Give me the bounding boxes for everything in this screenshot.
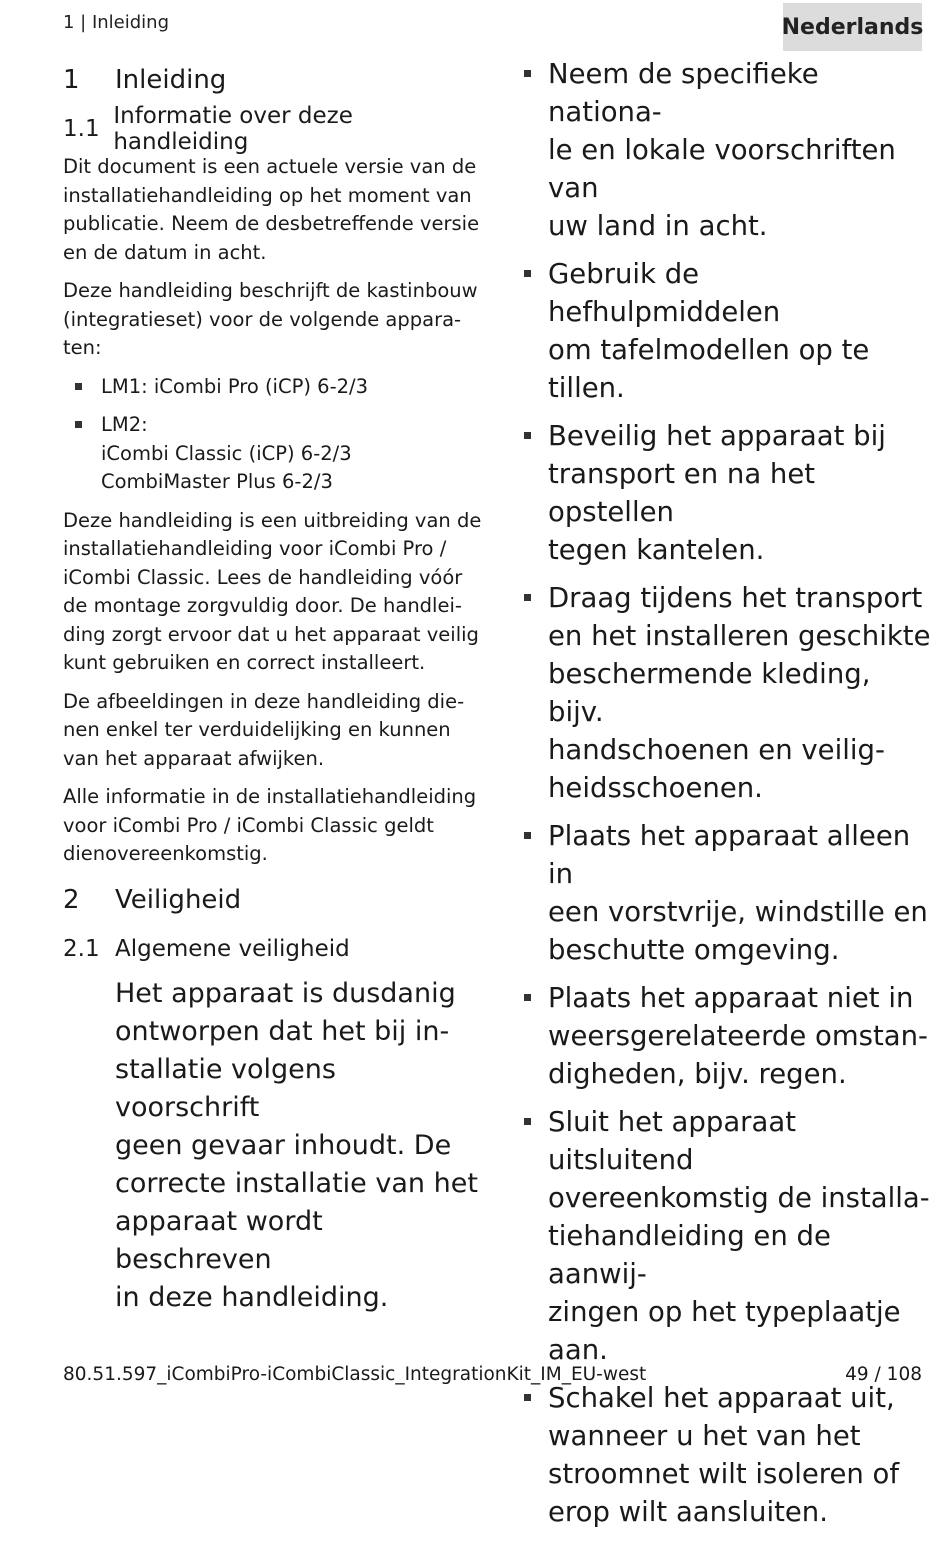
list-item: Schakel het apparaat uit, wanneer u het van het stroomnet wilt isoleren of erop wilt aansluiten. [522,1379,932,1531]
model-list [63,373,483,497]
bullet-icon [522,417,548,569]
list-item: Gebruik de hefhulpmiddelen om tafelmodellen op te tillen. [522,255,932,407]
section-number: 1 [63,65,80,95]
list-item: Beveilig het apparaat bij transport en na het opstellen tegen kantelen. [522,417,932,569]
bullet-icon [522,1103,548,1369]
footer-document-id: 80.51.597_iCombiPro-iCombiClassic_IntegrationKit_IM_EU-west [63,1364,647,1385]
section-heading-1 [63,59,483,101]
list-item: LM1: iCombi Pro (iCP) 6-2/3 [63,373,483,402]
language-tab: Nederlands [783,3,922,51]
safety-instructions-list [522,55,932,1531]
list-item: Plaats het apparaat niet in weersgerelateerde omstan- digheden, bijv. regen. [522,979,932,1093]
section-heading-2 [63,879,483,921]
subsection-number: 2.1 [63,935,100,962]
footer-page-number: 49 / 108 [845,1364,922,1385]
subsection-number: 1.1 [63,116,100,142]
subsection-heading-1-1 [63,103,483,155]
right-column [522,55,932,1541]
bullet-icon [522,55,548,245]
paragraph-document-version: Dit document is een actuele versie van de installatiehandleiding op het moment van publicatie. Neem de desbetreffende versie en de datum in acht. [63,155,480,264]
subsection-title: Algemene veiligheid [115,935,350,962]
list-item: Draag tijdens het transport en het installeren geschikte beschermende kleding, bijv. handschoenen en veilig- heidsschoenen. [522,579,932,807]
paragraph-extension: Deze handleiding is een uitbreiding van de installatiehandleiding voor iCombi Pro / iCombi Classic. Lees de handleiding vóór de montage zorgvuldig door. De handlei- ding zorgt ervoor dat u het apparaat veilig kunt gebruiken en correct installeert. [63,508,482,674]
list-item: Neem de specifieke nationa- le en lokale voorschriften van uw land in acht. [522,55,932,245]
section-number: 2 [63,884,80,915]
bullet-icon [522,1379,548,1531]
running-header: 1 | Inleiding [63,12,170,33]
subsection-title: Informatie over deze handleiding [113,103,353,155]
list-item: Plaats het apparaat alleen in een vorstvrije, windstille en beschutte omgeving. [522,817,932,969]
safety-statement: Het apparaat is dusdanig ontworpen dat het bij in- stallatie volgens voorschrift geen gevaar inhoudt. De correcte installatie van het apparaat wordt beschreven in deze handleiding. [115,977,478,1313]
section-title: Inleiding [115,65,227,95]
bullet-icon [522,979,548,1093]
bullet-icon [522,255,548,407]
paragraph-scope: Deze handleiding beschrijft de kastinbouw (integratieset) voor de volgende appara- ten: [63,279,478,359]
left-column [63,55,483,1317]
bullet-icon [63,373,101,402]
list-item: Sluit het apparaat uitsluitend overeenkomstig de installa- tiehandleiding en de aanwij- zingen op het typeplaatje aan. [522,1103,932,1369]
bullet-icon [522,579,548,807]
subsection-heading-2-1 [63,931,483,967]
bullet-icon [522,817,548,969]
section-title: Veiligheid [115,884,242,915]
paragraph-illustrations: De afbeeldingen in deze handleiding die- nen enkel ter verduidelijking en kunnen van het apparaat afwijken. [63,689,465,770]
bullet-icon [63,411,101,497]
list-item: LM2: iCombi Classic (iCP) 6-2/3 CombiMaster Plus 6-2/3 [63,411,483,497]
paragraph-information: Alle informatie in de installatiehandleiding voor iCombi Pro / iCombi Classic geldt dienovereenkomstig. [63,785,477,865]
